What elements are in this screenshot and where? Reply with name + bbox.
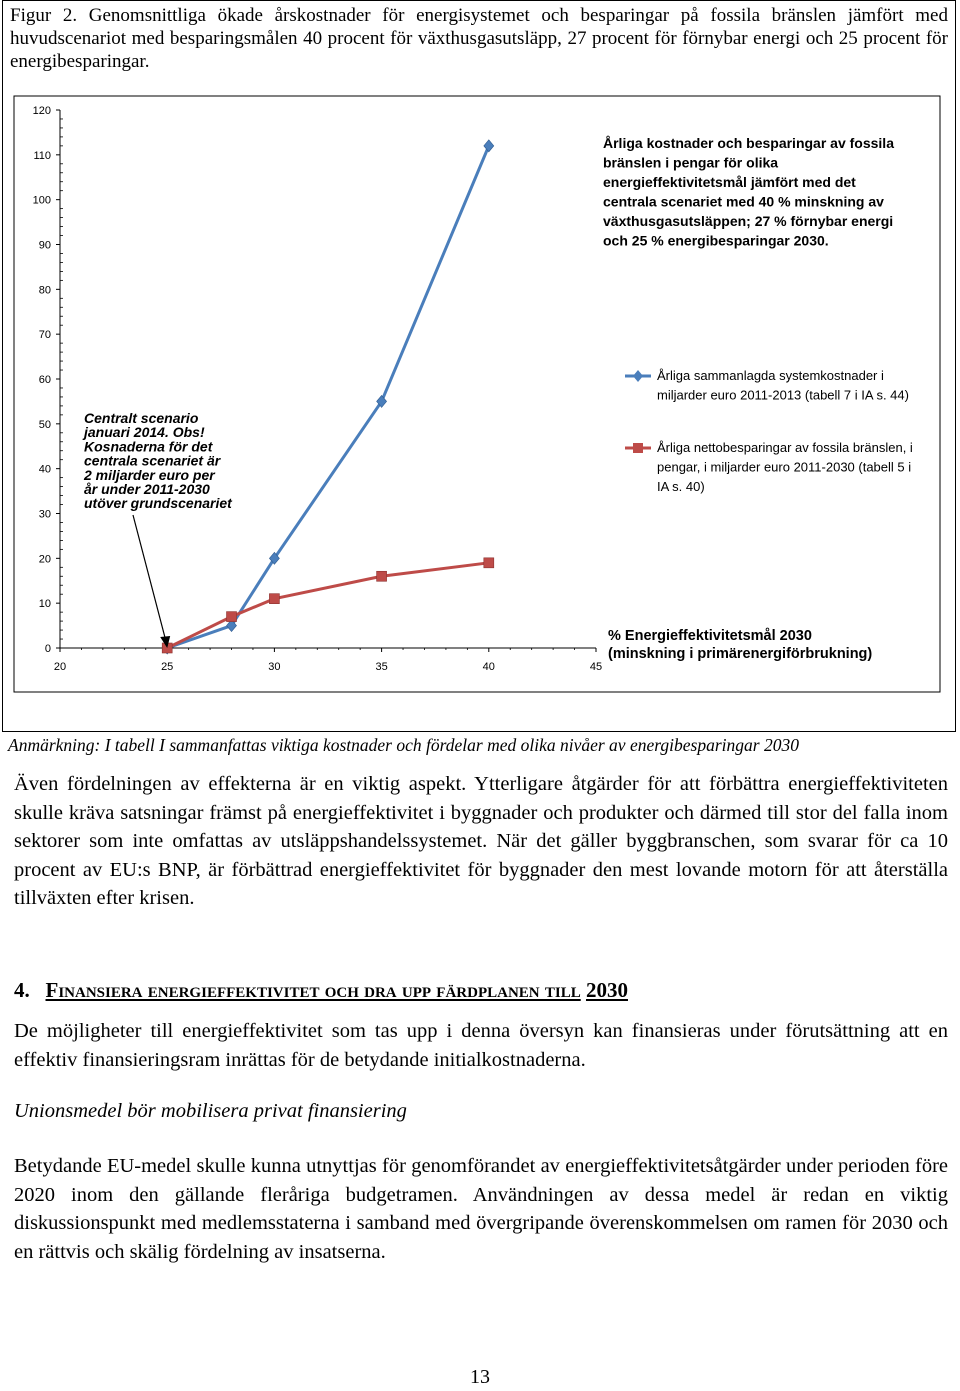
legend-label-line: IA s. 40) (657, 479, 705, 494)
series-line-1 (167, 146, 489, 648)
x-tick-label: 25 (161, 661, 174, 673)
chart-title-line: centrala scenariet med 40 % minskning av (603, 193, 884, 210)
y-tick-label: 60 (38, 374, 51, 386)
page-number: 13 (470, 1366, 490, 1388)
annotation-line: år under 2011-2030 (84, 481, 210, 497)
x-tick-label: 30 (268, 661, 281, 673)
x-tick-label: 40 (482, 661, 495, 673)
subheading: Unionsmedel bör mobilisera privat finansiering (14, 1100, 407, 1122)
legend-label-line: Årliga nettobesparingar av fossila bränslen, i (657, 440, 913, 455)
section-title: Finansiera energieffektivitet och dra upp färdplanen till (45, 978, 581, 1002)
y-tick-label: 0 (44, 643, 51, 655)
x-axis-label-line: % Energieffektivitetsmål 2030 (608, 628, 812, 644)
annotation-line: Kosnaderna för det (84, 438, 213, 455)
body-paragraph-1: Även fördelningen av effekterna är en viktig aspekt. Ytterligare åtgärder för att förbättra energieffektiviteten skulle kräva satsningar främst på energieffektivitet i byggnader och produkter och därmed till stor del falla inom sektorer som inte omfattas av utsläppshandelssystemet. När det gäller byggbranschen, som svarar för ca 10 procent av EU:s BNP, är förbättrad energieffektivitet för byggnader den mest lovande motorn för att återställa tillväxten efter krisen. (14, 773, 948, 909)
body-paragraph-3: Betydande EU-medel skulle kunna utnyttjas för genomförandet av energieffektivitetsåtgärder under perioden före 2020 inom den gällande fleråriga budgetramen. Användningen av dessa medel är redan en viktig diskussionspunkt med medlemsstaterna i samband med övergripande överenskommelsen om ramen för 2030 och en rättvis och skälig fördelning av insatserna. (14, 1155, 948, 1263)
annotation-line: januari 2014. Obs! (84, 424, 205, 441)
legend-label-line: miljarder euro 2011-2013 (tabell 7 i IA s. 44) (657, 387, 909, 403)
y-tick-label: 110 (33, 149, 51, 162)
x-tick-label: 45 (589, 661, 603, 673)
annotation-line: Centralt scenario (84, 410, 199, 426)
series-point-square (377, 571, 387, 581)
y-tick-label: 50 (38, 418, 51, 431)
x-tick-label: 35 (375, 661, 388, 673)
x-tick-label: 20 (53, 661, 67, 673)
figure-note: Anmärkning: I tabell I sammanfattas viktiga kostnader och fördelar med olika nivåer av energibesparingar 2030 (8, 735, 799, 755)
series-line-2 (167, 563, 489, 648)
y-tick-label: 90 (38, 239, 51, 252)
y-tick-label: 100 (32, 194, 51, 207)
y-tick-label: 20 (38, 553, 51, 566)
chart-title-line: och 25 % energibesparingar 2030. (603, 232, 829, 249)
series-point-square (227, 612, 237, 622)
chart-title-line: Årliga kostnader och besparingar av fossila (603, 135, 894, 151)
chart-title-line: energieffektivitetsmål jämfört med det (603, 174, 856, 190)
legend-marker-diamond (633, 370, 643, 382)
section-number: 4. (14, 978, 30, 1002)
y-tick-label: 120 (32, 105, 51, 117)
body-paragraph-2: De möjligheter till energieffektivitet som tas upp i denna översyn kan finansieras under förutsättning att en effektiv finansieringsram inrättas för de betydande initialkostnaderna. (14, 1020, 948, 1071)
y-tick-label: 80 (38, 284, 51, 297)
annotation-line: centrala scenariet är (84, 452, 221, 469)
series-point-square (269, 594, 279, 604)
legend-label-line: Årliga sammanlagda systemkostnader i (657, 368, 884, 383)
y-tick-label: 10 (38, 598, 51, 611)
chart-title-line: bränslen i pengar för olika (603, 154, 779, 171)
y-tick-label: 30 (38, 508, 51, 521)
figure-label: Figur 2. (10, 5, 78, 26)
figure-caption-text: Genomsnittliga ökade årskostnader för energisystemet och besparingar på fossila bränslen jämfört med huvudscenariot med besparingsmålen 40 procent för växthusgasutsläpp, 27 procent för förnybar energi och 25 procent för energibesparingar. (10, 5, 948, 72)
x-axis-label-line: (minskning i primärenergiförbrukning) (608, 646, 873, 662)
annotation-arrow-line (133, 515, 167, 646)
y-tick-label: 40 (38, 463, 51, 476)
section-heading (14, 978, 628, 1003)
series-point-square (484, 558, 494, 568)
annotation-line: utöver grundscenariet (84, 495, 232, 512)
legend-marker-square (633, 443, 643, 453)
y-tick-label: 70 (38, 329, 51, 342)
series-point-diamond (484, 140, 494, 152)
legend-label-line: pengar, i miljarder euro 2011-2030 (tabell 5 i (657, 459, 912, 475)
chart-title-line: växthusgasutsläppen; 27 % förnybar energi (603, 213, 894, 229)
annotation-line: 2 miljarder euro per (84, 466, 215, 483)
section-year: 2030 (585, 978, 628, 1002)
